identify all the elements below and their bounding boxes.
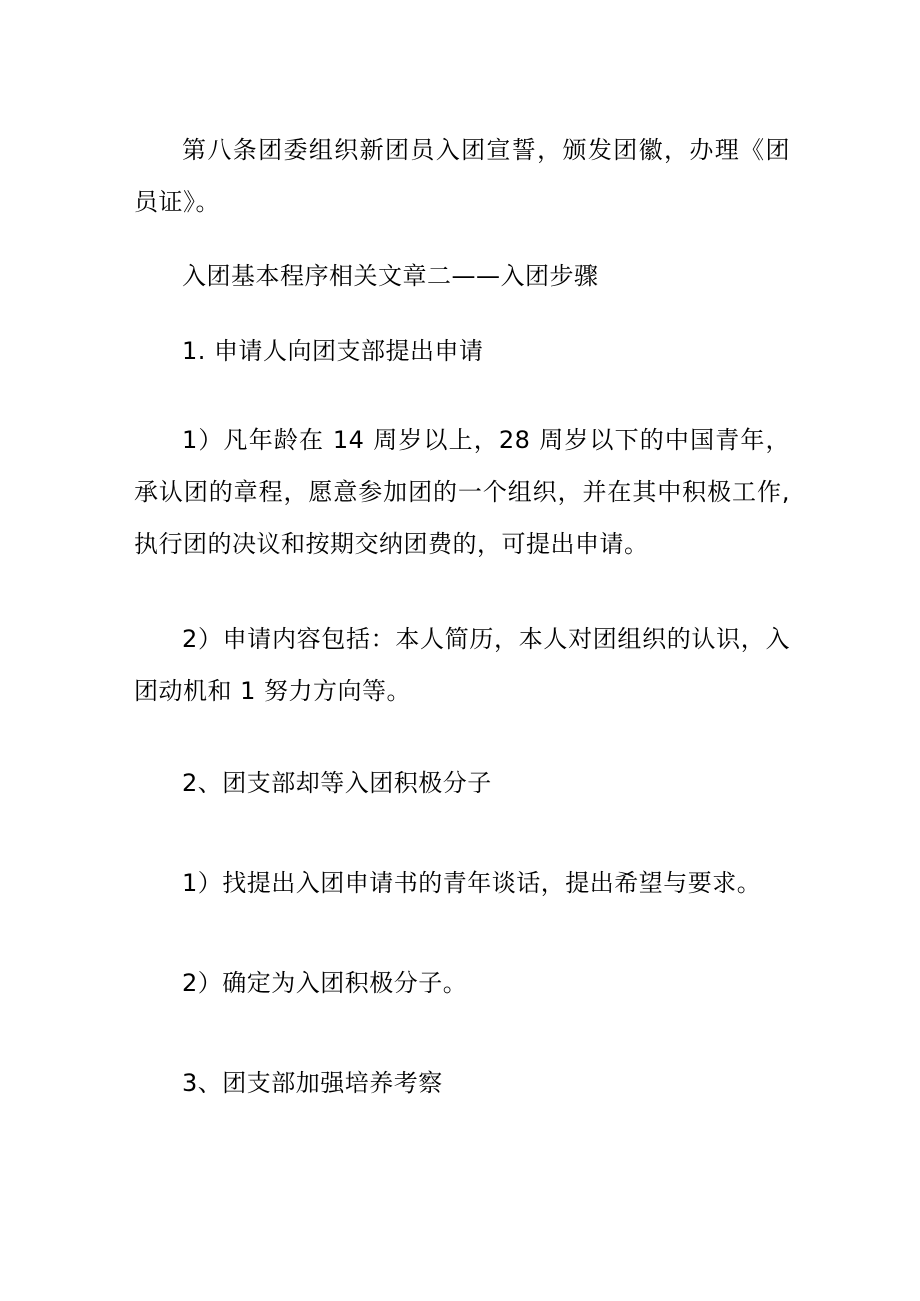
step-1-item-1: 1）凡年龄在 14 周岁以上，28 周岁以下的中国青年，承认团的章程，愿意参加团的一个组织，并在其中积极工作,执行团的决议和按期交纳团费的，可提出申请。 xyxy=(134,426,790,558)
article-8-paragraph: 第八条团委组织新团员入团宣誓，颁发团徽，办理《团员证》。 xyxy=(134,136,790,216)
step-2-item-2: 2）确定为入团积极分子。 xyxy=(182,969,468,997)
step-1-item-2: 2）申请内容包括：本人简历，本人对团组织的认识，入团动机和 1 努力方向等。 xyxy=(134,625,790,705)
step-3-heading: 3、团支部加强培养考察 xyxy=(182,1069,443,1097)
step-1-heading: 1. 申请人向团支部提出申请 xyxy=(182,337,484,365)
step-2-heading: 2、团支部却等入团积极分子 xyxy=(182,769,492,797)
step-2-item-1: 1）找提出入团申请书的青年谈话，提出希望与要求。 xyxy=(182,869,762,897)
section-heading: 入团基本程序相关文章二——入团步骤 xyxy=(182,262,599,290)
